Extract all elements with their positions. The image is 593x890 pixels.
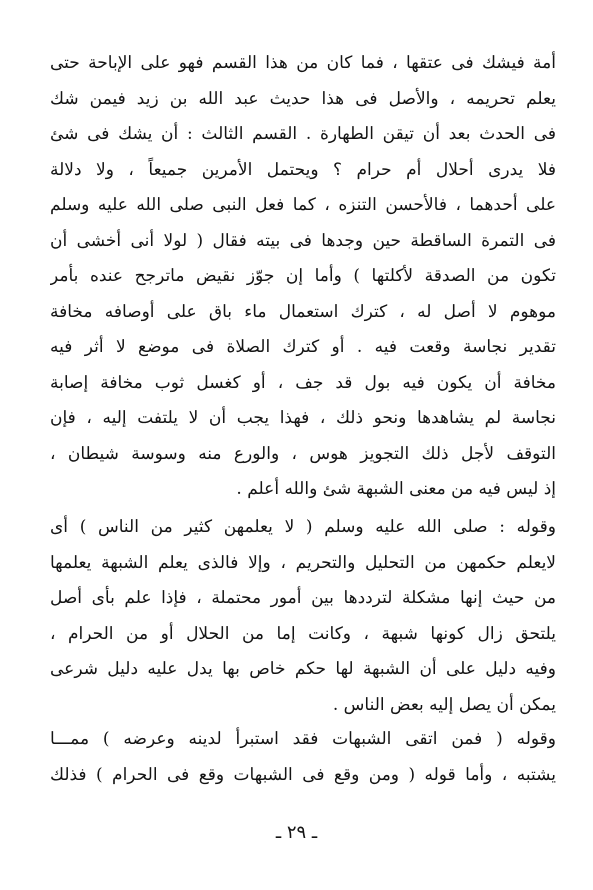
text-line: وقوله : صلى الله عليه وسلم ( لا يعلمهن كثير من الناس ) أى xyxy=(50,517,556,537)
text-line: من حيث إنها مشكلة لترددها بين أمور محتملة ، فإذا علم بأى أصل xyxy=(50,588,556,608)
text-line: التوقف لأجل ذلك التجويز هوس ، والورع منه وسوسة شيطان ، xyxy=(50,443,556,464)
text-line: يمكن أن يصل إليه بعض الناس . xyxy=(332,694,556,715)
paragraph-1 xyxy=(50,46,556,508)
text-line: فى الحدث بعد أن تيقن الطهارة . القسم الثالث : أن يشك فى شئ xyxy=(50,124,556,144)
text-line: على أحدهما ، فالأحسن التنزه ، كما فعل النبى صلى الله عليه وسلم xyxy=(50,195,556,215)
text-line: يعلم تحريمه ، والأصل فى هذا حديث عبد الله بن زيد فيمن شك xyxy=(50,88,556,109)
text-line: لايعلم حكمهن من التحليل والتحريم ، وإلا فالذى يعلم الشبهة يعلمها xyxy=(50,552,556,573)
text-line: مخافة أن يكون فيه بول قد جف ، أو كغسل ثوب مخافة إصابة xyxy=(50,372,556,393)
text-line: نجاسة لم يشاهدها ونحو ذلك ، فهذا يجب أن لا يلتفت إليه ، فإن xyxy=(50,408,556,428)
text-line: أمة فيشك فى عتقها ، فما كان من هذا القسم فهو على الإباحة حتى xyxy=(50,53,556,73)
paragraph-2 xyxy=(50,510,556,723)
page-number: ـ ٢٩ ـ xyxy=(275,822,318,843)
text-line: تقدير نجاسة وقعت فيه . أو كترك الصلاة فى موضع لا أثر فيه xyxy=(50,337,556,357)
text-line: يشتبه ، وأما قوله ( ومن وقع فى الشبهات وقع فى الحرام ) فذلك xyxy=(50,764,556,785)
text-line: إذ ليس فيه من معنى الشبهة شئ والله أعلم . xyxy=(236,479,556,499)
paragraph-3 xyxy=(50,722,556,793)
text-line: تكون من الصدقة لأكلتها ) وأما إن جوّز نقيض ماترجح عنده بأمر xyxy=(50,266,556,286)
text-line: موهوم لا أصل له ، كترك استعمال ماء باق على أوصافه مخافة xyxy=(50,301,556,322)
text-line: فى التمرة الساقطة حين وجدها فى بيته فقال ( لولا أنى أخشى أن xyxy=(50,230,556,251)
text-line: وفيه دليل على أن الشبهة لها حكم خاص بها يدل عليه دليل شرعى xyxy=(50,659,556,679)
text-line: فلا يدرى أحلال أم حرام ؟ ويحتمل الأمرين جميعاً ، ولا دلالة xyxy=(50,159,556,180)
text-line: وقوله ( فمن اتقى الشبهات فقد استبرأ لدينه وعرضه ) ممـــا xyxy=(50,729,556,749)
text-line: يلتحق زال كونها شبهة ، وكانت إما من الحلال أو من الحرام ، xyxy=(50,623,556,644)
